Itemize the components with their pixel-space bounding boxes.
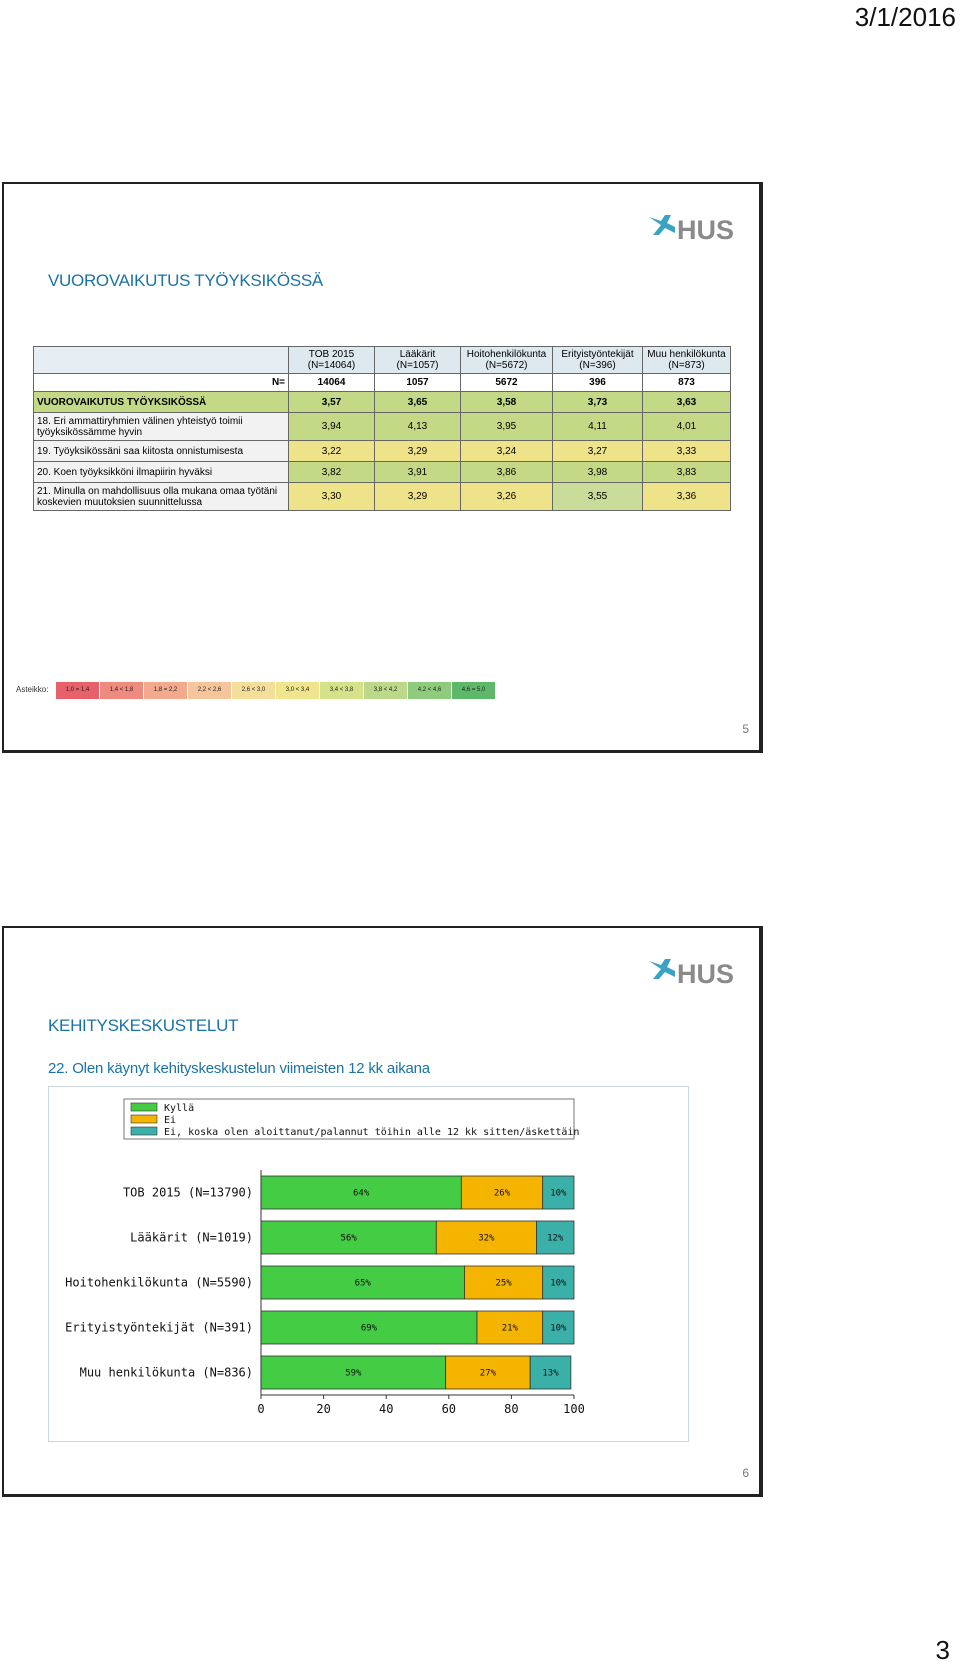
scale-segment: 3,0 < 3,4: [276, 682, 319, 699]
bar-data-label: 59%: [345, 1368, 362, 1379]
page-number: 3: [935, 1635, 950, 1665]
cell-value: 3,30: [289, 483, 375, 511]
col-header-erityis: Erityistyöntekijät (N=396): [553, 347, 643, 374]
scale-segment: 2,2 < 2,6: [188, 682, 231, 699]
bar-data-label: 69%: [360, 1323, 378, 1334]
table-header-row: [34, 347, 731, 374]
slide-title: VUOROVAIKUTUS TYÖYKSIKÖSSÄ: [48, 271, 323, 290]
cell-value: 3,57: [289, 392, 375, 413]
bar-data-label: 12%: [547, 1233, 564, 1244]
x-tick-label: 80: [504, 1402, 519, 1416]
row-label: 20. Koen työyksikköni ilmapiirin hyväksi: [34, 462, 289, 483]
scale-segment: 1,4 < 1,8: [100, 682, 143, 699]
cell-value: 3,65: [375, 392, 461, 413]
chart-subtitle: 22. Olen käynyt kehityskeskustelun viimeisten 12 kk aikana: [48, 1060, 430, 1077]
table-row: [34, 441, 731, 462]
bar-data-label: 10%: [550, 1323, 567, 1334]
bar-data-label: 65%: [354, 1278, 371, 1289]
bar-data-label: 21%: [501, 1323, 518, 1334]
legend-swatch: [131, 1127, 157, 1135]
cell-value: 3,86: [461, 462, 553, 483]
n-value: 14064: [289, 374, 375, 392]
n-value: 396: [553, 374, 643, 392]
hus-logo: [647, 955, 737, 991]
cell-value: 3,95: [461, 413, 553, 441]
x-tick-label: 100: [563, 1402, 585, 1416]
scale-caption: Asteikko:: [16, 685, 49, 694]
cell-value: 3,83: [643, 462, 731, 483]
slide-number: 5: [742, 722, 749, 736]
cell-value: 4,11: [553, 413, 643, 441]
cell-value: 3,27: [553, 441, 643, 462]
slide-number: 6: [742, 1466, 749, 1480]
row-label: 18. Eri ammattiryhmien välinen yhteistyö toimii työyksikössämme hyvin: [34, 413, 289, 441]
col-header-hoito: Hoitohenkilökunta (N=5672): [461, 347, 553, 374]
legend-swatch: [131, 1103, 157, 1111]
table-row: [34, 483, 731, 511]
chart-frame: [48, 1086, 689, 1442]
x-tick-label: 60: [441, 1402, 457, 1416]
cell-value: 3,29: [375, 483, 461, 511]
cell-value: 3,36: [643, 483, 731, 511]
bar-data-label: 64%: [353, 1188, 370, 1199]
category-label: Hoitohenkilökunta (N=5590): [65, 1275, 253, 1290]
bar-data-label: 56%: [340, 1233, 357, 1244]
cell-value: 3,63: [643, 392, 731, 413]
bar-data-label: 10%: [550, 1278, 567, 1289]
x-tick-label: 20: [316, 1402, 331, 1416]
x-tick-label: 40: [378, 1402, 394, 1416]
table-row: [34, 392, 731, 413]
category-label: TOB 2015 (N=13790): [122, 1185, 253, 1200]
cell-value: 3,24: [461, 441, 553, 462]
slide-vuorovaikutus: [2, 182, 763, 753]
n-value: 5672: [461, 374, 553, 392]
category-label: Erityistyöntekijät (N=391): [65, 1320, 253, 1335]
cell-value: 3,26: [461, 483, 553, 511]
print-date: 3/1/2016: [854, 2, 956, 32]
x-tick-label: 0: [257, 1402, 265, 1416]
slide-kehityskeskustelut: [2, 926, 763, 1497]
table-row: [34, 462, 731, 483]
table-row: [34, 413, 731, 441]
hus-logo-text: HUS: [677, 215, 735, 245]
n-label: N=: [34, 374, 289, 392]
hus-logo: [647, 211, 737, 247]
cell-value: 3,58: [461, 392, 553, 413]
category-label: Lääkärit (N=1019): [130, 1230, 253, 1245]
cell-value: 3,22: [289, 441, 375, 462]
cell-value: 3,33: [643, 441, 731, 462]
bar-data-label: 25%: [495, 1278, 512, 1289]
table-n-row: [34, 374, 731, 392]
legend-label: Ei: [164, 1115, 177, 1126]
col-header-muu: Muu henkilökunta (N=873): [643, 347, 731, 374]
cell-value: 4,13: [375, 413, 461, 441]
hus-logo-mark-icon: [647, 957, 677, 983]
hus-logo-text: HUS: [677, 959, 735, 989]
scale-segment: 1,0 = 1,4: [56, 682, 99, 699]
hus-logo-mark-icon: [647, 213, 677, 239]
legend-label: Ei, koska olen aloittanut/palannut töihin alle 12 kk sitten/äskettäin: [164, 1127, 580, 1138]
results-table: [33, 346, 731, 511]
cell-value: 3,55: [553, 483, 643, 511]
n-value: 873: [643, 374, 731, 392]
scale-segment: 1,8 = 2,2: [144, 682, 187, 699]
cell-value: 3,29: [375, 441, 461, 462]
scale-segment: 3,8 < 4,2: [364, 682, 407, 699]
cell-value: 3,82: [289, 462, 375, 483]
slide-title: KEHITYSKESKUSTELUT: [48, 1016, 239, 1035]
cell-value: 3,98: [553, 462, 643, 483]
legend-swatch: [131, 1115, 157, 1123]
bar-data-label: 27%: [479, 1368, 497, 1379]
cell-value: 4,01: [643, 413, 731, 441]
cell-value: 3,91: [375, 462, 461, 483]
row-label: VUOROVAIKUTUS TYÖYKSIKÖSSÄ: [34, 392, 289, 413]
bar-data-label: 10%: [550, 1188, 567, 1199]
col-header-tob: TOB 2015 (N=14064): [289, 347, 375, 374]
col-header-laakarit: Lääkärit (N=1057): [375, 347, 461, 374]
row-label: 21. Minulla on mahdollisuus olla mukana omaa työtäni koskevien muutoksien suunnittelussa: [34, 483, 289, 511]
scale-segment: 2,6 < 3,0: [232, 682, 275, 699]
n-value: 1057: [375, 374, 461, 392]
cell-value: 3,94: [289, 413, 375, 441]
cell-value: 3,73: [553, 392, 643, 413]
scale-segment: 3,4 < 3,8: [320, 682, 363, 699]
scale-segment: 4,2 < 4,6: [408, 682, 451, 699]
legend-label: Kyllä: [164, 1103, 195, 1114]
stacked-bar-chart: [49, 1087, 688, 1441]
row-label: 19. Työyksikössäni saa kiitosta onnistumisesta: [34, 441, 289, 462]
category-label: Muu henkilökunta (N=836): [79, 1365, 253, 1380]
bar-data-label: 32%: [478, 1233, 495, 1244]
header-blank: [34, 347, 289, 374]
scale-segment: 4,6 = 5,0: [452, 682, 495, 699]
bar-data-label: 26%: [493, 1188, 511, 1199]
bar-data-label: 13%: [542, 1368, 559, 1379]
